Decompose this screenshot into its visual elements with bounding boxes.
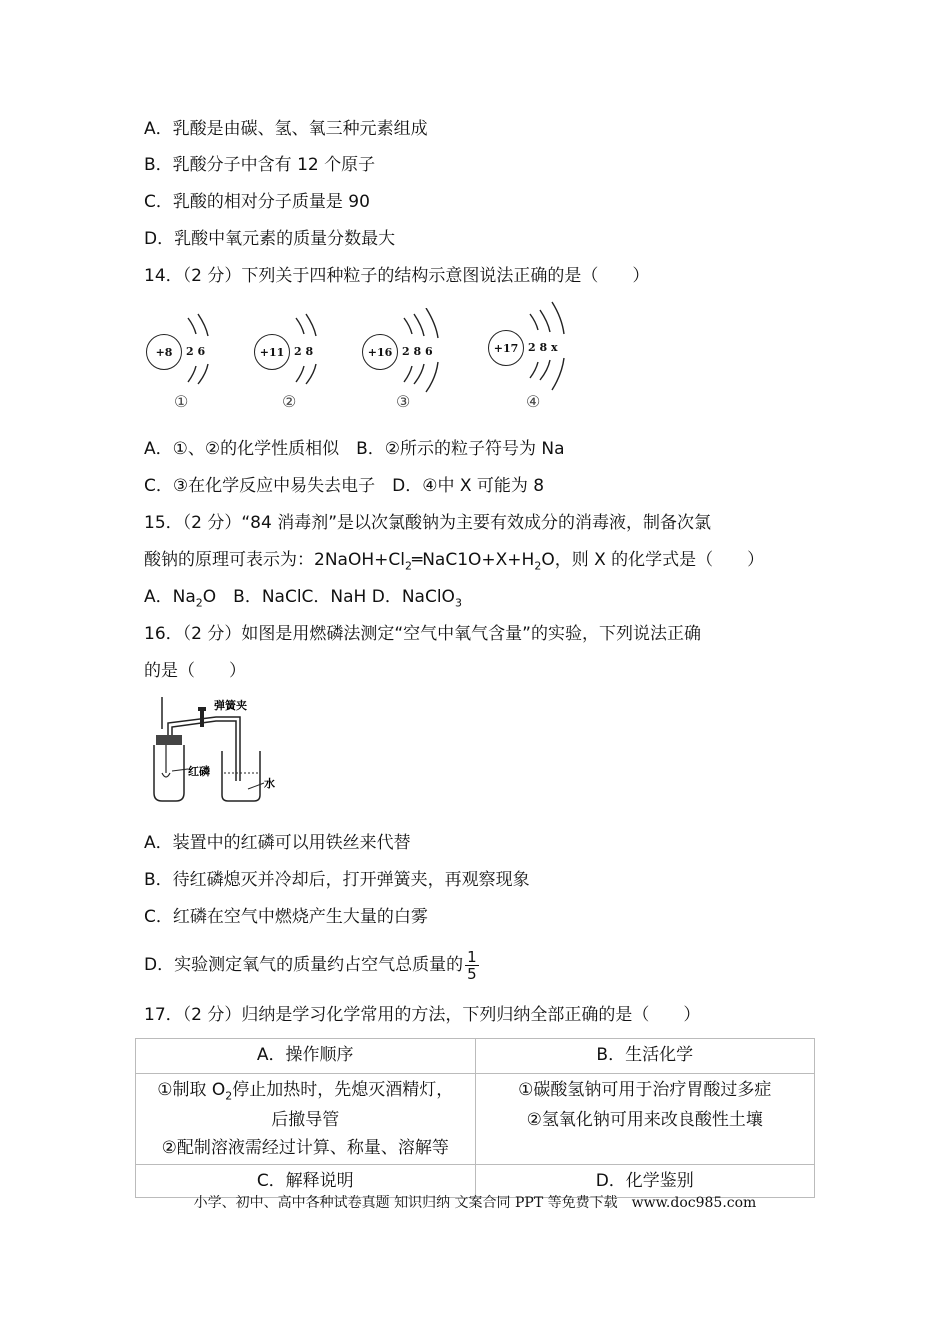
- electron-shells: 2 8 6: [402, 345, 433, 358]
- table-header-a: A．操作顺序: [136, 1039, 476, 1074]
- cell-b-item-1: ①碳酸氢钠可用于治疗胃酸过多症: [518, 1080, 772, 1100]
- atom-structure-4: [488, 300, 588, 412]
- q16-option-b: B．待红磷熄灭并冷却后，打开弹簧夹，再观察现象: [144, 870, 530, 890]
- atom-structure-3: [362, 308, 462, 412]
- q15-equation-part3: O，则 X 的化学式是（ ）: [541, 550, 765, 570]
- q16-option-d-text: D．实验测定氧气的质量约占空气总质量的: [144, 955, 464, 975]
- cell-a-item-2: ②配制溶液需经过计算、称量、溶解等: [161, 1138, 449, 1159]
- atom-structure-1: [146, 312, 236, 412]
- atom-structure-2: [254, 312, 344, 412]
- subscript: 2: [404, 559, 412, 573]
- q15-option-a-tail: O: [202, 587, 217, 607]
- subscript: 3: [454, 596, 462, 610]
- table-cell-b: [475, 1074, 815, 1165]
- q16-option-a: A．装置中的红磷可以用铁丝来代替: [144, 833, 411, 853]
- q13-option-b: B．乳酸分子中含有 12 个原子: [144, 155, 376, 175]
- q16-option-d: [144, 945, 479, 985]
- q14-options-ab: A．①、②的化学性质相似 B．②所示的粒子符号为 Na: [144, 439, 565, 459]
- atom-label: ④: [526, 392, 541, 411]
- q17-stem: 17．（2 分）归纳是学习化学常用的方法，下列归纳全部正确的是（ ）: [144, 1005, 701, 1025]
- q15-stem-line2: [144, 549, 764, 577]
- nucleus: +17: [488, 330, 524, 366]
- fraction-one-fifth: [465, 949, 479, 982]
- fraction-denominator: 5: [467, 964, 477, 983]
- q15-equation-part2: ═NaC1O+X+H: [411, 550, 535, 570]
- q15-option-a: A．Na: [144, 587, 196, 607]
- cell-b-item-2: ②氢氧化钠可用来改良酸性土壤: [526, 1110, 763, 1130]
- shell-arcs: [182, 312, 222, 392]
- q16-option-c: C．红磷在空气中燃烧产生大量的白雾: [144, 907, 428, 927]
- q15-stem-line1: 15．（2 分）“84 消毒剂”是以次氯酸钠为主要有效成分的消毒液，制备次氯: [144, 513, 712, 533]
- table-header-c: C．解释说明: [136, 1165, 476, 1198]
- cell-a-item-1-post: 停止加热时，先熄灭酒精灯，: [232, 1080, 454, 1100]
- table-header-d: D．化学鉴别: [475, 1165, 815, 1198]
- cell-a-item-1: [142, 1078, 469, 1108]
- fraction-numerator: 1: [467, 947, 477, 966]
- table-cell-a: [136, 1074, 476, 1165]
- q15-equation-part1: 酸钠的原理可表示为：2NaOH+Cl: [144, 550, 405, 570]
- subscript: 2: [225, 1089, 233, 1103]
- atom-label: ③: [396, 392, 411, 411]
- q16-stem-line2: 的是（ ）: [144, 661, 246, 681]
- subscript: 2: [195, 596, 203, 610]
- shell-arcs: [290, 312, 330, 392]
- q14-stem: 14．（2 分）下列关于四种粒子的结构示意图说法正确的是（ ）: [144, 266, 650, 286]
- shell-arcs: [398, 308, 458, 398]
- shell-arcs: [524, 300, 584, 396]
- q13-option-c: C．乳酸的相对分子质量是 90: [144, 192, 370, 212]
- q17-summary-table: [135, 1038, 815, 1198]
- electron-shells: 2 6: [186, 345, 206, 358]
- nucleus: +8: [146, 334, 182, 370]
- atom-label: ①: [174, 392, 189, 411]
- q14-options-cd: C．③在化学反应中易失去电子 D．④中 X 可能为 8: [144, 476, 545, 496]
- nucleus: +16: [362, 334, 398, 370]
- electron-shells: 2 8 x: [528, 341, 558, 354]
- q13-option-a: A．乳酸是由碳、氢、氧三种元素组成: [144, 119, 428, 139]
- subscript: 2: [534, 559, 542, 573]
- cell-a-item-1-pre: ①制取 O: [157, 1080, 226, 1100]
- atom-label: ②: [282, 392, 297, 411]
- label-spring-clamp: 弹簧夹: [214, 699, 247, 712]
- q15-options-bcd: B．NaClC．NaH D．NaClO: [216, 587, 455, 607]
- q13-option-d: D．乳酸中氧元素的质量分数最大: [144, 229, 396, 249]
- q15-options: [144, 586, 462, 614]
- nucleus: +11: [254, 334, 290, 370]
- table-header-b: B．生活化学: [475, 1039, 815, 1074]
- label-water: 水: [264, 777, 275, 790]
- electron-shells: 2 8: [294, 345, 314, 358]
- phosphorus-apparatus-diagram: [144, 695, 284, 807]
- q16-stem-line1: 16．（2 分）如图是用燃磷法测定“空气中氧气含量”的实验，下列说法正确: [144, 624, 701, 644]
- cell-a-item-1-line2: 后撤导管: [271, 1110, 340, 1131]
- label-red-phosphorus: 红磷: [188, 765, 210, 778]
- page-footer: 小学、初中、高中各种试卷真题 知识归纳 文案合同 PPT 等免费下载 www.doc985.com: [193, 1195, 757, 1211]
